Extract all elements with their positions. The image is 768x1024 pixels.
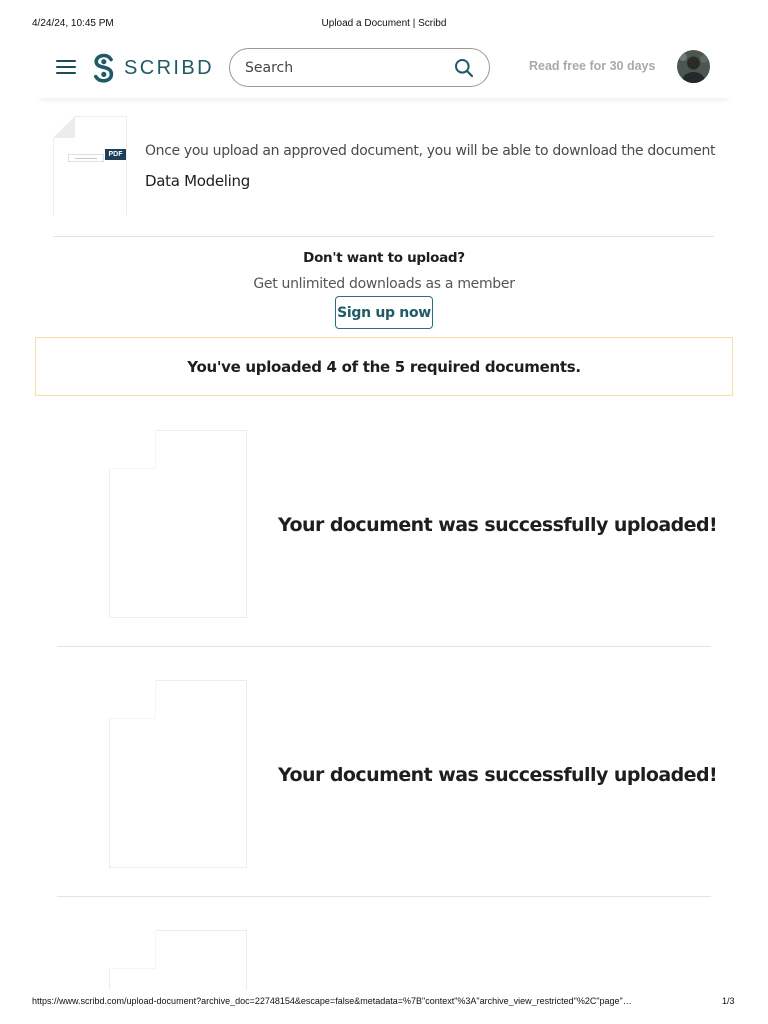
uploaded-document-thumbnail <box>109 680 247 868</box>
upload-progress-message: You've uploaded 4 of the 5 required documents. <box>187 358 581 376</box>
search-input[interactable] <box>245 49 445 86</box>
section-divider <box>57 896 711 897</box>
document-thumbnail <box>53 116 127 215</box>
scribd-logo[interactable] <box>92 52 214 84</box>
top-navigation-bar <box>36 38 732 98</box>
section-divider <box>57 646 711 647</box>
sign-up-button[interactable]: Sign up now <box>335 296 433 329</box>
user-avatar[interactable] <box>677 50 710 83</box>
scribd-logo-text: SCRIBD <box>124 56 214 79</box>
uploaded-document-thumbnail <box>109 430 247 618</box>
avatar-image <box>677 50 710 83</box>
print-page-title: Upload a Document | Scribd <box>321 18 447 29</box>
signup-heading: Don't want to upload? <box>303 250 465 266</box>
uploaded-document-thumbnail <box>109 930 247 990</box>
upload-progress-banner <box>35 337 733 396</box>
download-notice: Once you upload an approved document, you will be able to download the document <box>145 143 716 159</box>
upload-item <box>57 680 718 930</box>
upload-success-message: Your document was successfully uploaded! <box>278 764 718 786</box>
pdf-badge: PDF <box>105 149 126 160</box>
upload-success-message: Your document was successfully uploaded! <box>278 514 718 536</box>
section-divider <box>53 236 714 237</box>
read-free-link[interactable]: Read free for 30 days <box>529 59 656 73</box>
upload-item <box>57 430 718 680</box>
scribd-logo-icon <box>92 53 116 83</box>
thumbnail-text-placeholder <box>68 154 104 162</box>
signup-subtext: Get unlimited downloads as a member <box>253 276 515 292</box>
print-datetime: 4/24/24, 10:45 PM <box>32 18 114 29</box>
print-page-number: 1/3 <box>722 996 735 1006</box>
document-title[interactable]: Data Modeling <box>145 172 250 190</box>
print-url: https://www.scribd.com/upload-document?archive_doc=22748154&escape=false&metadata=%7B"context"%3A"archive_view_restricted"%2C"page"… <box>32 996 632 1006</box>
hamburger-menu-icon[interactable] <box>56 60 76 75</box>
upload-item <box>57 930 711 990</box>
search-icon[interactable] <box>454 58 474 78</box>
search-bar <box>229 48 490 87</box>
page-fold-decoration <box>53 116 75 138</box>
